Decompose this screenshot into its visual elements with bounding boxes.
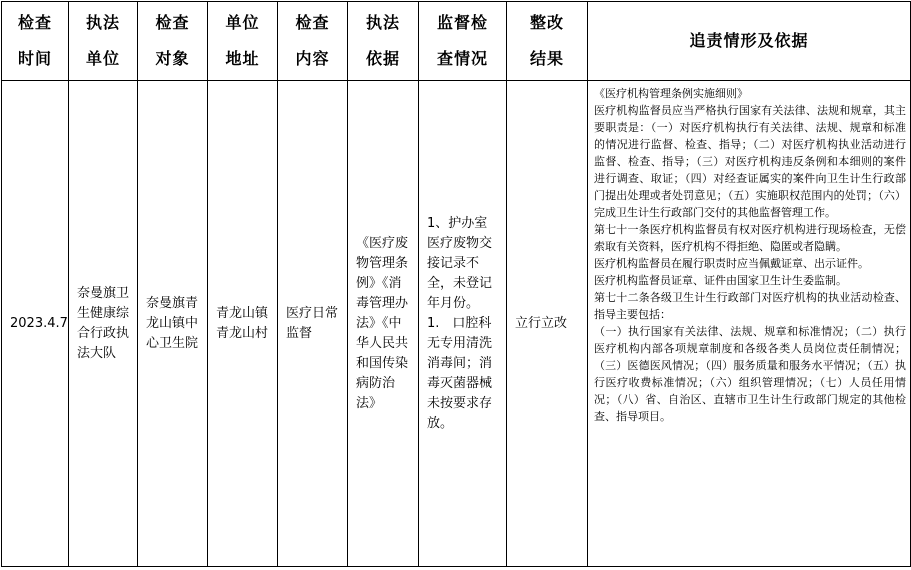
finding-item: 1. 口腔科无专用清洗消毒间；消毒灭菌器械未按要求存放。 <box>427 315 493 431</box>
header-enforcement-unit: 执法 单位 <box>69 2 138 81</box>
cell-result: 立行立改 <box>507 81 588 567</box>
law-paragraph: 医疗机构监督员证章、证件由国家卫生计生委监制。 <box>594 274 847 287</box>
header-supervision-findings: 监督检 查情况 <box>419 2 507 81</box>
cell-accountability <box>588 81 911 567</box>
header-row <box>2 2 911 81</box>
law-paragraph: 医疗机构监督员应当严格执行国家有关法律、法规和规章，其主要职责是：（一）对医疗机构执行有关法律、法规、规章和标准的情况进行监督、检查、指导；（二）对医疗机构执业活动进行监督、检查、指导；（三）对医疗机构违反条例和本细则的案件进行调查、取证；（四）对经查证属实的案件向卫生计生行政部门提出处理或者处罚意见；（五）实施职权范围内的处罚；（六）完成卫生计生行政部门交付的其他监督管理工作。 <box>594 104 906 219</box>
law-paragraph: 医疗机构监督员在履行职责时应当佩戴证章、出示证件。 <box>594 257 869 270</box>
finding-item: 1、护办室医疗废物交接记录不全，未登记年月份。 <box>427 215 493 311</box>
law-paragraph: （一）执行国家有关法律、法规、规章和标准情况；（二）执行医疗机构内部各项规章制度和各级各类人员岗位责任制情况；（三）医德医风情况；（四）服务质量和服务水平情况；（五）执行医疗收费标准情况；（六）组织管理情况；（七）人员任用情况；（八）省、自治区、直辖市卫生计生行政部门规定的其他检查、指导项目。 <box>594 325 906 423</box>
header-inspection-content: 检查 内容 <box>278 2 348 81</box>
cell-target: 奈曼旗青龙山镇中心卫生院 <box>138 81 208 567</box>
law-paragraph: 《医疗机构管理条例实施细则》 <box>594 87 748 100</box>
cell-address: 青龙山镇青龙山村 <box>208 81 278 567</box>
header-accountability-basis: 追责情形及依据 <box>588 2 911 81</box>
cell-agency: 奈曼旗卫生健康综合行政执法大队 <box>69 81 138 567</box>
header-enforcement-basis: 执法 依据 <box>348 2 419 81</box>
law-paragraph: 第七十一条医疗机构监督员有权对医疗机构进行现场检查，无偿索取有关资料，医疗机构不得拒绝、隐匿或者隐瞒。 <box>594 223 906 253</box>
inspection-record-sheet <box>0 1 911 570</box>
header-inspection-target: 检查 对象 <box>138 2 208 81</box>
law-paragraph: 第七十二条各级卫生计生行政部门对医疗机构的执业活动检查、指导主要包括： <box>594 291 906 321</box>
table-row <box>2 81 911 567</box>
header-unit-address: 单位 地址 <box>208 2 278 81</box>
cell-date: 2023.4.7 <box>2 81 69 567</box>
inspection-table <box>1 1 911 567</box>
cell-basis: 《医疗废物管理条例》《消毒管理办法》《中华人民共和国传染病防治法》 <box>348 81 419 567</box>
cell-findings <box>419 81 507 567</box>
cell-content: 医疗日常监督 <box>278 81 348 567</box>
header-inspection-time: 检查 时间 <box>2 2 69 81</box>
header-rectification-result: 整改 结果 <box>507 2 588 81</box>
